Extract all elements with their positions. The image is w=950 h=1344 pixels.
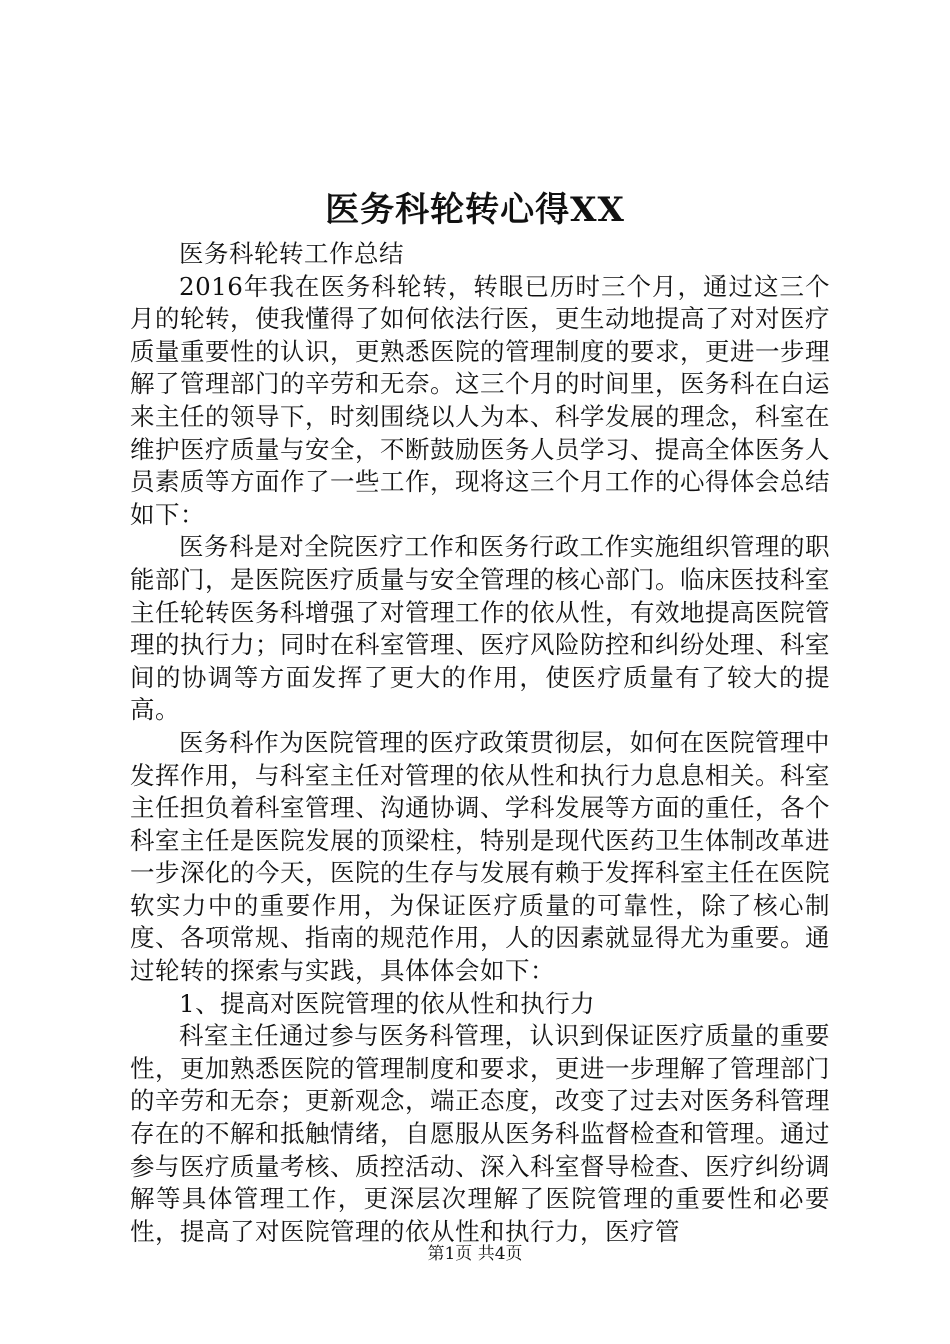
section-heading: 医务科轮转工作总结: [179, 239, 404, 268]
page-number-footer: 第1页 共4页: [427, 1244, 523, 1264]
paragraph: 医务科是对全院医疗工作和医务行政工作实施组织管理的职能部门，是医院医疗质量与安全管理的核心部门。临床医技科室主任轮转医务科增强了对管理工作的依从性，有效地提高医院管理的执行力；同时在科室管理、医疗风险防控和纠纷处理、科室间的协调等方面发挥了更大的作用，使医疗质量有了较大的提高。: [130, 532, 830, 725]
document-body: [130, 238, 830, 1248]
paragraph: 医务科作为医院管理的医疗政策贯彻层，如何在医院管理中发挥作用，与科室主任对管理的依从性和执行力息息相关。科室主任担负着科室管理、沟通协调、学科发展等方面的重任，各个科室主任是医院发展的顶梁柱，特别是现代医药卫生体制改革进一步深化的今天，医院的生存与发展有赖于发挥科室主任在医院软实力中的重要作用，为保证医疗质量的可靠性，除了核心制度、各项常规、指南的规范作用，人的因素就显得尤为重要。通过轮转的探索与实践，具体体会如下：: [130, 727, 830, 986]
document-title: 医务科轮转心得XX: [325, 190, 625, 230]
paragraph: 2016年我在医务科轮转，转眼已历时三个月，通过这三个月的轮转，使我懂得了如何依法行医，更生动地提高了对对医疗质量重要性的认识，更熟悉医院的管理制度的要求，更进一步理解了管理部门的辛劳和无奈。这三个月的时间里，医务科在白运来主任的领导下，时刻围绕以人为本、科学发展的理念，科室在维护医疗质量与安全，不断鼓励医务人员学习、提高全体医务人员素质等方面作了一些工作，现将这三个月工作的心得体会总结如下：: [130, 271, 830, 529]
numbered-heading: 1、提高对医院管理的依从性和执行力: [179, 988, 596, 1018]
paragraph: 科室主任通过参与医务科管理，认识到保证医疗质量的重要性，更加熟悉医院的管理制度和要求，更进一步理解了管理部门的辛劳和无奈；更新观念，端正态度，改变了过去对医务科管理存在的不解和抵触情绪，自愿服从医务科监督检查和管理。通过参与医疗质量考核、质控活动、深入科室督导检查、医疗纠纷调解等具体管理工作，更深层次理解了医院管理的重要性和必要性，提高了对医院管理的依从性和执行力，医疗管: [130, 1021, 830, 1246]
